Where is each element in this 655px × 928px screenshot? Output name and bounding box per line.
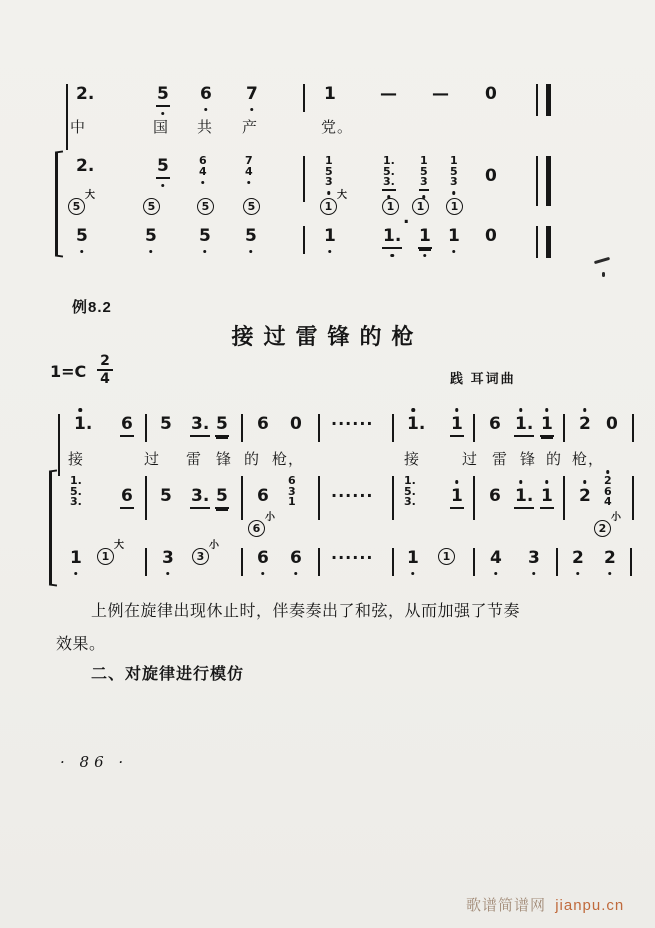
barline xyxy=(536,84,551,116)
continuation-dots: ······ xyxy=(331,486,374,505)
barline xyxy=(318,476,320,520)
note: 2 xyxy=(579,486,591,506)
barline xyxy=(556,548,558,576)
chord-symbol-circle: 1 xyxy=(446,198,463,215)
song-title: 接过雷锋的枪 xyxy=(231,324,424,349)
commentary-line-2: 效果。 xyxy=(56,636,106,653)
ink-speck xyxy=(602,272,605,277)
continuation-dots: ······ xyxy=(331,548,374,567)
chord-symbol-circle: 5 大 xyxy=(68,198,85,215)
note: 0 xyxy=(485,166,497,186)
note: 6 xyxy=(290,548,302,568)
barline xyxy=(392,548,394,576)
note: 0 xyxy=(606,414,618,434)
chord-quality-label: 小 xyxy=(209,540,219,551)
note: 3 xyxy=(162,548,174,568)
chord-symbol-circle: 1 xyxy=(438,548,455,565)
chord-symbol-circle: 1 xyxy=(412,198,429,215)
note: 6 xyxy=(257,486,269,506)
composer-credit: 践 耳词曲 xyxy=(450,371,516,386)
note: 6 xyxy=(120,486,134,509)
note: 6 xyxy=(257,414,269,434)
note: 1. xyxy=(74,414,93,434)
commentary-line-1: 上例在旋律出现休止时，伴奏奏出了和弦，从而加强了节奏 xyxy=(91,603,521,620)
chord-stack-note: 1. 5. 3. xyxy=(382,156,396,191)
note: 5 xyxy=(145,226,157,246)
barline xyxy=(563,476,565,520)
note: 1 xyxy=(70,548,82,568)
watermark-site-text: jianpu.cn xyxy=(555,897,625,914)
chord-stack-note: 1. 5. 3. xyxy=(70,474,82,508)
chord-symbol-circle: 1 大 xyxy=(97,548,114,565)
note: 1 xyxy=(450,414,464,437)
note: 1 xyxy=(540,486,554,509)
barline xyxy=(303,156,305,202)
note: . xyxy=(403,208,410,228)
example-label: 例8.2 xyxy=(72,299,112,316)
barline xyxy=(563,414,565,442)
note: 1. xyxy=(514,486,534,509)
note: 1 xyxy=(324,226,336,246)
lyric-syllable: 锋 xyxy=(216,451,233,468)
barline xyxy=(145,548,147,576)
barline xyxy=(318,548,320,576)
chord-symbol-circle: 3 小 xyxy=(192,548,209,565)
key-signature: 1=C xyxy=(50,362,87,381)
note: 1. xyxy=(382,226,402,249)
note: 1 xyxy=(448,226,460,246)
note: 2 xyxy=(604,548,616,568)
lyric-syllable: 锋 xyxy=(520,451,537,468)
chord-quality-label: 大 xyxy=(85,190,95,201)
note: 7 xyxy=(246,84,258,104)
note: 6 xyxy=(489,414,501,434)
barline xyxy=(392,476,394,520)
note: — xyxy=(380,84,397,104)
chord-symbol-circle: 5 xyxy=(143,198,160,215)
lyric-syllable: 过 xyxy=(144,451,161,468)
note: 3 xyxy=(528,548,540,568)
chord-stack-note: 6 4 xyxy=(199,154,207,178)
chord-symbol-circle: 1 大 xyxy=(320,198,337,215)
barline xyxy=(303,84,305,112)
chord-symbol-circle: 5 xyxy=(243,198,260,215)
barline xyxy=(241,476,243,520)
barline xyxy=(632,476,634,520)
barline xyxy=(630,548,632,576)
chord-stack-note: 1 5 3 xyxy=(325,154,333,188)
lyric-syllable: 的 xyxy=(546,451,563,468)
note: 5 xyxy=(215,414,229,437)
continuation-dots: ······ xyxy=(331,414,374,433)
note: 6 xyxy=(200,84,212,104)
note: 5 xyxy=(215,486,229,509)
note: 0 xyxy=(485,84,497,104)
note: 0 xyxy=(290,414,302,434)
note: 0 xyxy=(485,226,497,246)
barline xyxy=(318,414,320,442)
lyric-syllable: 的 xyxy=(244,451,261,468)
note: 5 xyxy=(245,226,257,246)
barline xyxy=(632,414,634,442)
page-number: · 86 · xyxy=(60,753,129,771)
note: 3. xyxy=(190,486,210,509)
note: 2. xyxy=(76,156,95,176)
lyric-syllable: 国 xyxy=(153,119,170,136)
note: 5 xyxy=(156,156,170,179)
lyric-syllable: 枪， xyxy=(572,451,605,468)
lyric-syllable: 雷 xyxy=(186,451,203,468)
note: 2. xyxy=(76,84,95,104)
chord-stack-note: 7 4 xyxy=(245,154,253,178)
barline xyxy=(145,414,147,442)
chord-quality-label: 大 xyxy=(114,540,124,551)
note: 5 xyxy=(160,414,172,434)
note: 2 xyxy=(579,414,591,434)
chord-stack-note: 1 5 3 xyxy=(419,156,429,191)
note: 1. xyxy=(407,414,426,434)
chord-quality-label: 大 xyxy=(337,190,347,201)
note: — xyxy=(432,84,449,104)
lyric-syllable: 接 xyxy=(404,451,421,468)
note: 4 xyxy=(490,548,502,568)
note: 1. xyxy=(514,414,534,437)
barline xyxy=(473,476,475,520)
note: 5 xyxy=(156,84,170,107)
note: 5 xyxy=(76,226,88,246)
note: 5 xyxy=(199,226,211,246)
chord-stack-note: 6 3 1 xyxy=(288,474,296,508)
prev-bass-line xyxy=(0,226,655,276)
meter-denominator: 4 xyxy=(100,371,110,387)
meter-numerator: 2 xyxy=(97,354,113,371)
note: 6 xyxy=(489,486,501,506)
note: 3. xyxy=(190,414,210,437)
note: 5 xyxy=(160,486,172,506)
barline xyxy=(241,414,243,442)
watermark-cn-text: 歌谱简谱网 xyxy=(466,897,547,914)
lyric-syllable: 雷 xyxy=(492,451,509,468)
barline xyxy=(241,548,243,576)
chord-symbol-circle: 2 小 xyxy=(594,520,611,537)
note: 1 xyxy=(324,84,336,104)
barline xyxy=(536,226,551,258)
barline xyxy=(303,226,305,254)
site-watermark xyxy=(466,894,624,915)
song-bass-line xyxy=(0,540,655,598)
barline xyxy=(145,476,147,520)
note: 1 xyxy=(418,226,432,249)
section-heading: 二、对旋律进行模仿 xyxy=(91,666,245,683)
song-accompaniment-line xyxy=(0,476,655,526)
lyric-syllable: 共 xyxy=(197,119,214,136)
chord-symbol-circle: 6 小 xyxy=(248,520,265,537)
lyric-syllable: 过 xyxy=(462,451,479,468)
chord-quality-label: 小 xyxy=(611,512,621,523)
chord-quality-label: 小 xyxy=(265,512,275,523)
lyric-syllable: 党。 xyxy=(321,119,354,136)
note: 2 xyxy=(572,548,584,568)
lyric-syllable: 枪， xyxy=(272,451,305,468)
note: 6 xyxy=(120,414,134,437)
chord-stack-note: 2 6 4 xyxy=(604,474,612,508)
note: 1 xyxy=(450,486,464,509)
note: 1 xyxy=(540,414,554,437)
barline xyxy=(473,548,475,576)
time-signature xyxy=(97,354,113,386)
lyric-syllable: 产 xyxy=(242,119,259,136)
chord-symbol-circle: 1 xyxy=(382,198,399,215)
chord-stack-note: 1. 5. 3. xyxy=(404,474,416,508)
chord-symbol-circle: 5 xyxy=(197,198,214,215)
lyric-syllable: 中 xyxy=(70,119,87,136)
lyric-syllable: 接 xyxy=(68,451,85,468)
barline xyxy=(392,414,394,442)
note: 6 xyxy=(257,548,269,568)
chord-stack-note: 1 5 3 xyxy=(450,154,458,188)
barline xyxy=(473,414,475,442)
note: 1 xyxy=(407,548,419,568)
